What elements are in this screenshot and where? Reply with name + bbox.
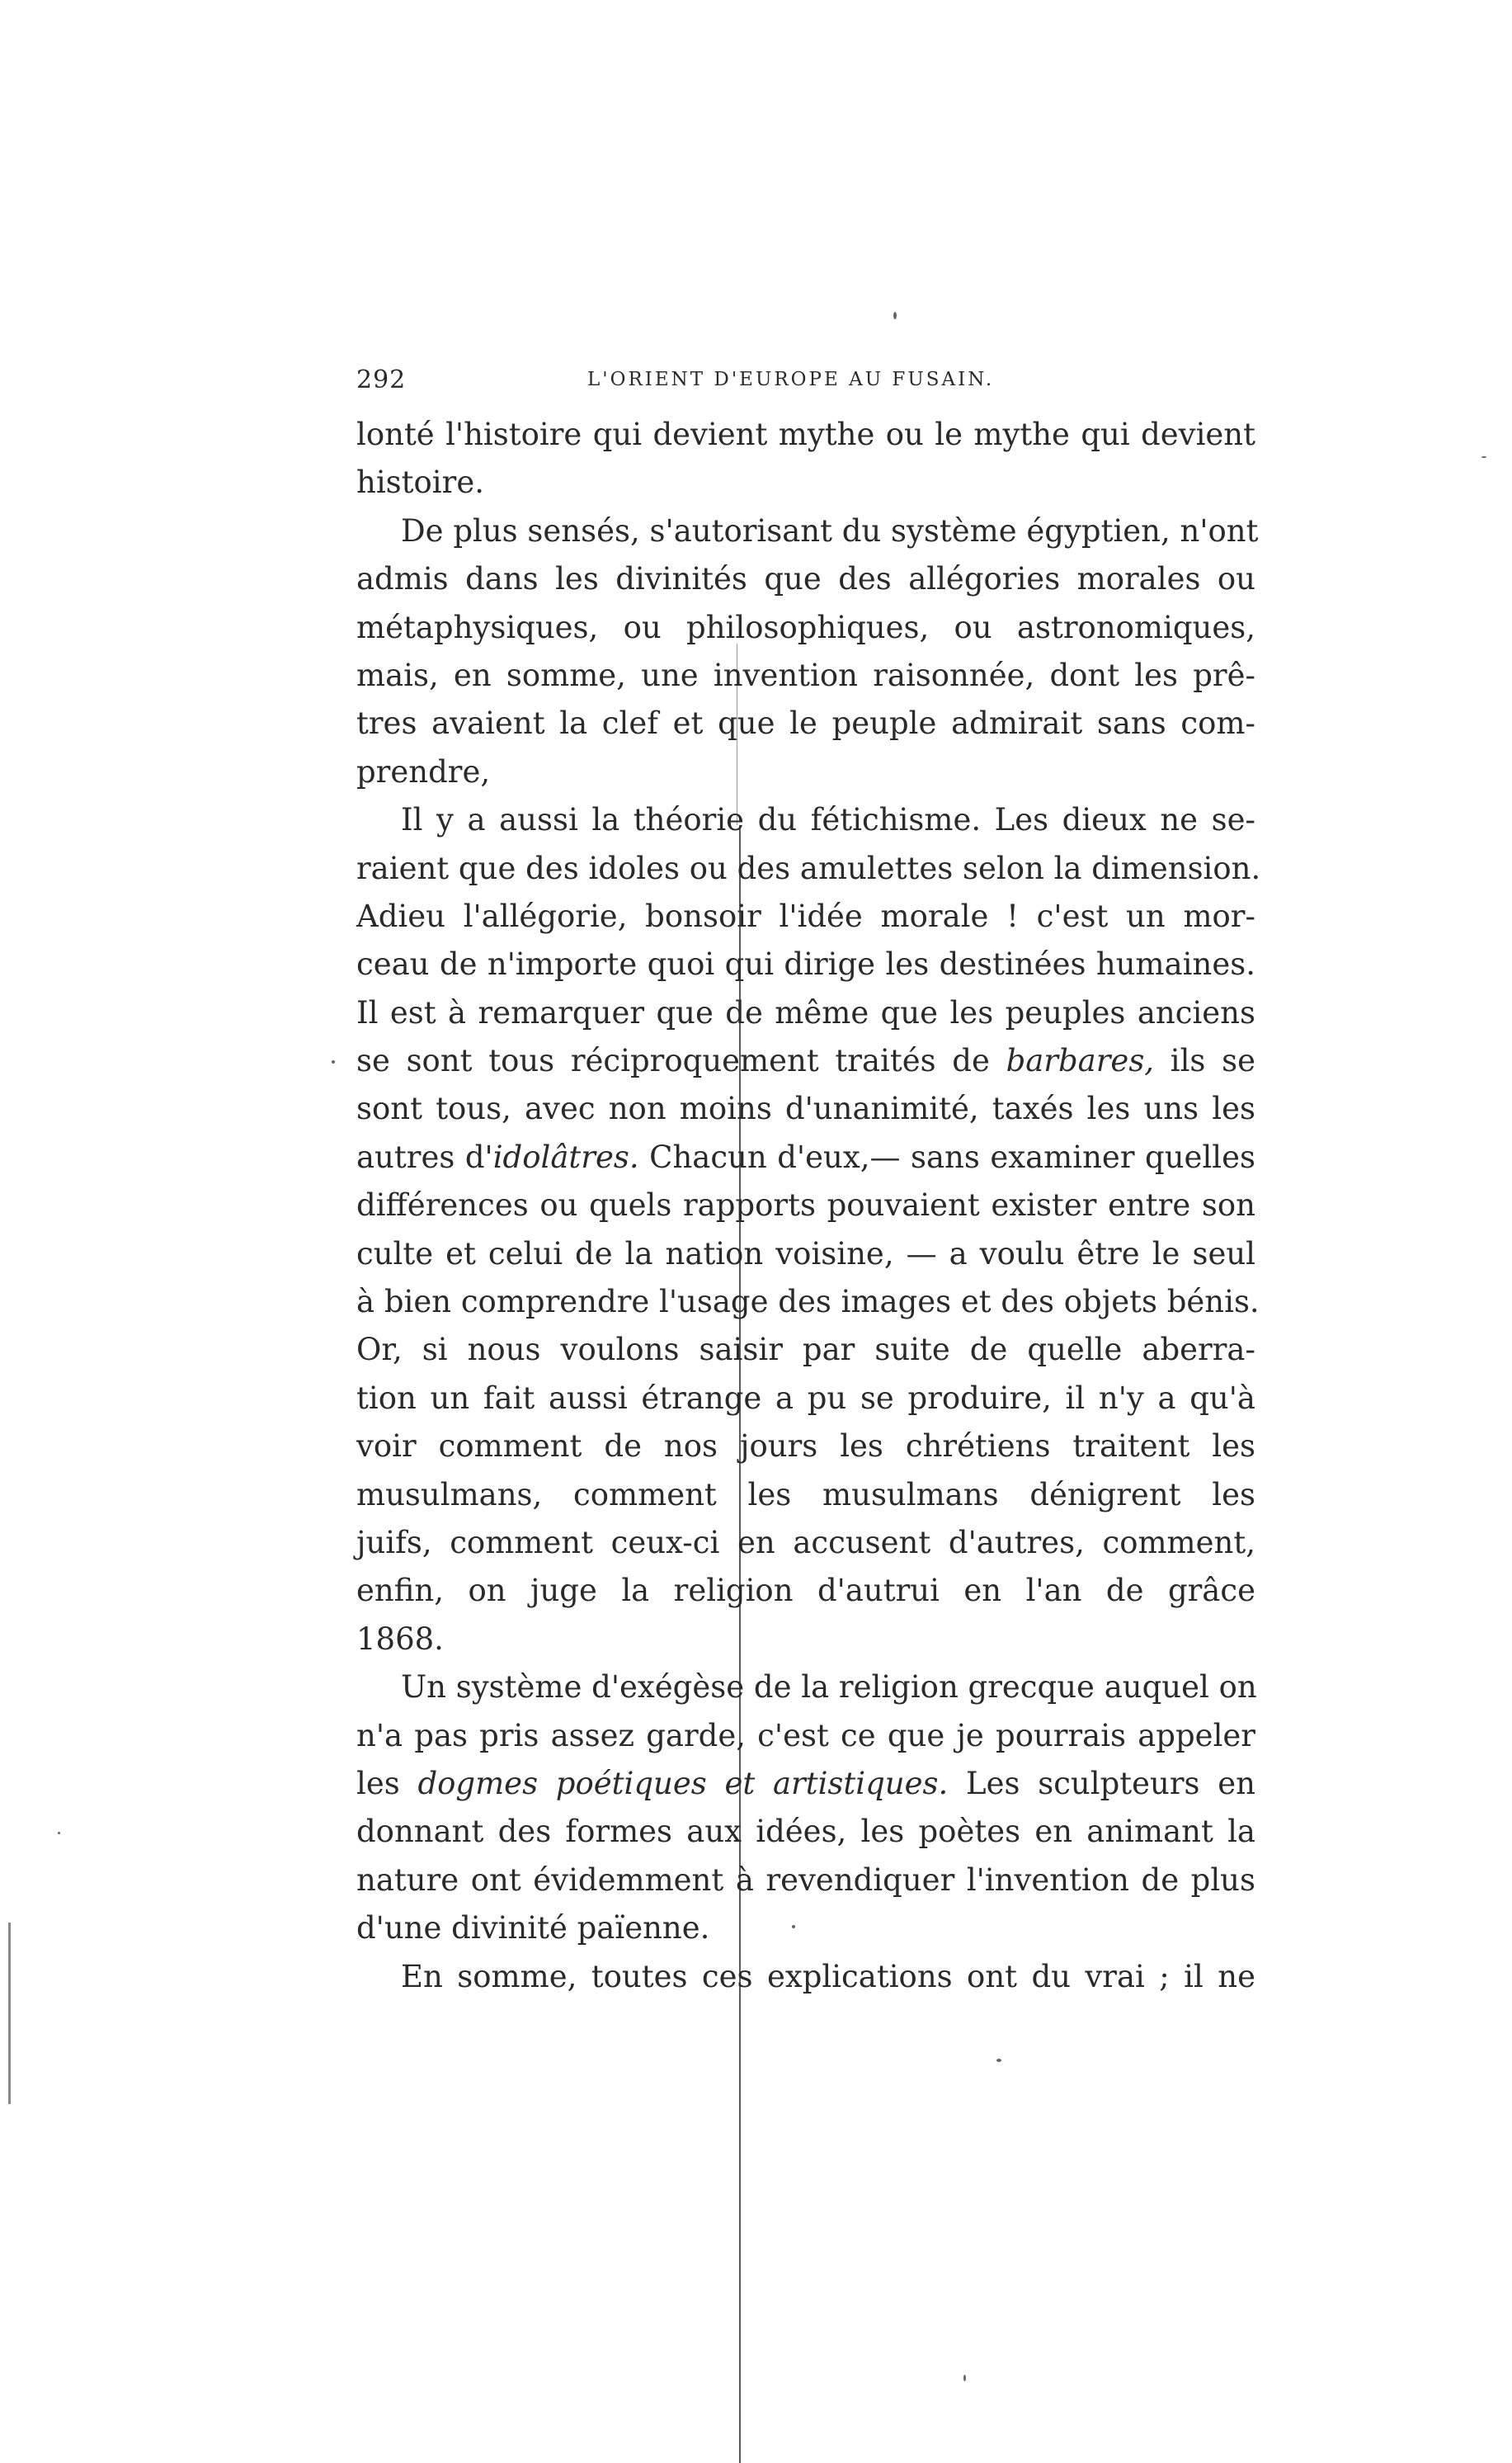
text-line: d'une divinité païenne. [356, 1910, 710, 1946]
italic-term: barbares, [1006, 1043, 1155, 1079]
text-line: Adieu l'allégorie, bonsoir l'idée morale ! c'est un mor- [356, 898, 1255, 934]
scan-speck [58, 1832, 60, 1834]
text-line: tres avaient la clef et que le peuple admirait sans com- [356, 705, 1255, 742]
text-line: métaphysiques, ou philosophiques, ou astronomiques, [356, 609, 1255, 645]
text-line: enfin, on juge la religion d'autrui en l'an de grâce [356, 1573, 1255, 1609]
scan-speck [893, 312, 897, 319]
scan-speck [996, 2059, 1001, 2062]
page-number: 292 [356, 366, 407, 394]
text-line: culte et celui de la nation voisine, — a voulu être le seul [356, 1235, 1255, 1272]
body-text [356, 411, 1261, 2001]
scan-speck [332, 1060, 335, 1064]
italic-term: dogmes poétiques et artistiques. [417, 1765, 949, 1801]
text-line: sont tous, avec non moins d'unanimité, taxés les uns les [356, 1091, 1255, 1127]
text-segment: Chacun d'eux,— sans examiner quelles [649, 1139, 1255, 1175]
text-line [356, 1134, 1255, 1182]
text-segment: autres d' [356, 1139, 493, 1175]
scan-speck [1481, 456, 1486, 458]
text-line: lonté l'histoire qui devient mythe ou le mythe qui devient [356, 417, 1255, 452]
text-line: nature ont évidemment à revendiquer l'invention de plus [356, 1861, 1255, 1898]
text-segment: les [356, 1765, 400, 1801]
text-line: histoire. [356, 465, 484, 501]
text-line: Il est à remarquer que de même que les peuples anciens [356, 994, 1255, 1031]
text-line: tion un fait aussi étrange a pu se produire, il n'y a qu'à [356, 1380, 1255, 1416]
text-line: ceau de n'importe quoi qui dirige les destinées humaines. [356, 946, 1255, 983]
paragraph-start: Il y a aussi la théorie du fétichisme. Les dieux ne se- [401, 802, 1255, 838]
text-line: musulmans, comment les musulmans dénigrent les [356, 1476, 1255, 1512]
text-line: Or, si nous voulons saisir par suite de quelle aberra- [356, 1332, 1255, 1368]
text-line: juifs, comment ceux-ci en accusent d'autres, comment, [356, 1524, 1255, 1560]
text-line [356, 1037, 1255, 1085]
paragraph-start: En somme, toutes ces explications ont du vrai ; il ne [401, 1958, 1255, 1994]
text-line: admis dans les divinités que des allégories morales ou [356, 561, 1255, 597]
text-line: différences ou quels rapports pouvaient exister entre son [356, 1187, 1255, 1224]
text-line: à bien comprendre l'usage des images et des objets bénis. [356, 1284, 1260, 1320]
text-line: 1868. [356, 1621, 444, 1657]
paragraph-start: De plus sensés, s'autorisant du système égyptien, n'ont [401, 512, 1259, 549]
text-line: mais, en somme, une invention raisonnée, dont les prê- [356, 657, 1255, 693]
page-header [356, 366, 1255, 399]
text-line: n'a pas pris assez garde, c'est ce que je pourrais appeler [356, 1717, 1255, 1753]
text-line: prendre, [356, 753, 491, 790]
italic-term: idolâtres. [492, 1139, 639, 1175]
text-segment: ils se [1170, 1043, 1255, 1079]
text-segment: Les sculpteurs en [966, 1765, 1256, 1801]
text-line: raient que des idoles ou des amulettes selon la dimension. [356, 850, 1261, 886]
scan-speck [8, 1923, 11, 2104]
text-line [356, 1760, 1255, 1808]
paragraph-start: Un système d'exégèse de la religion grecque auquel on [401, 1669, 1257, 1706]
text-line: donnant des formes aux idées, les poètes en animant la [356, 1814, 1255, 1850]
text-line: voir comment de nos jours les chrétiens traitent les [356, 1428, 1255, 1465]
text-segment: se sont tous réciproquement traités de [356, 1043, 990, 1079]
running-head: L'ORIENT D'EUROPE AU FUSAIN. [587, 369, 995, 390]
scan-speck [963, 2375, 966, 2381]
